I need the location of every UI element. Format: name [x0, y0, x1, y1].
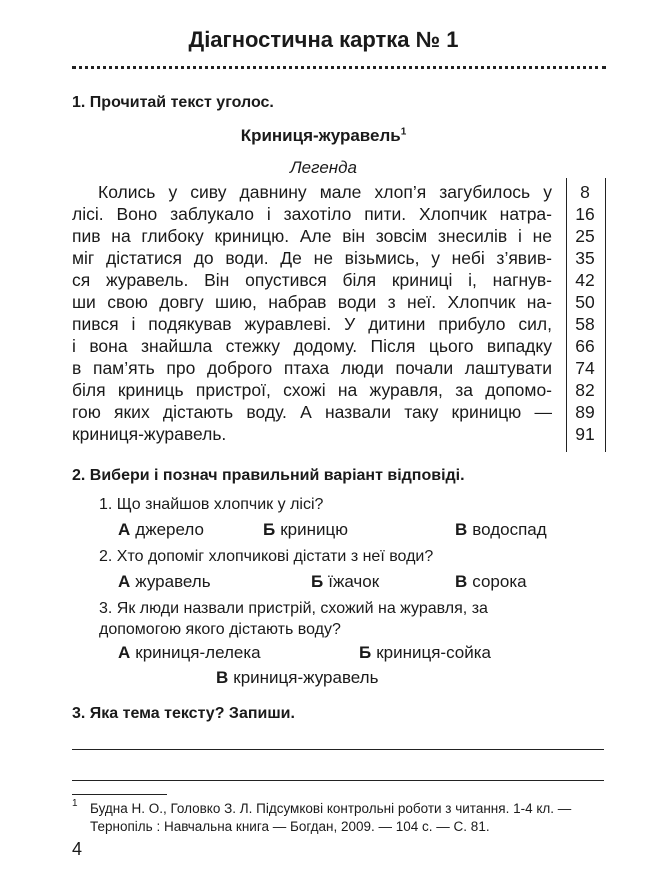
word-count: 25: [575, 226, 595, 246]
page-number: 4: [72, 839, 83, 859]
word-count: 91: [575, 424, 595, 444]
word-count: 66: [575, 336, 595, 356]
option-text: джерело: [135, 520, 204, 539]
option-letter: Б: [263, 520, 276, 539]
question-3: 3. Як люди назвали пристрій, схожий на журавля, за: [99, 600, 488, 617]
option-text: їжачок: [328, 572, 380, 591]
text-line: лісі. Воно заблукало і захотіло пити. Хлопчик натра-: [72, 204, 552, 224]
text-line: Колись у сиву давнину мале хлоп’я загубилось у: [98, 182, 552, 202]
word-count: 50: [575, 292, 595, 312]
word-count: 89: [575, 402, 595, 422]
footnote-divider: [72, 794, 167, 795]
text-line: біля криниць пристрої, схожі на журавля, за допомо-: [72, 380, 552, 400]
word-count: 58: [575, 314, 595, 334]
answer-option[interactable]: [455, 520, 547, 540]
task-2-heading: 2. Вибери і познач правильний варіант відповіді.: [72, 467, 465, 484]
story-title-text: Криниця-журавель: [240, 126, 401, 145]
answer-line[interactable]: [72, 749, 604, 750]
story-subtitle: Легенда: [290, 158, 357, 177]
answer-option[interactable]: [359, 643, 491, 663]
answer-option[interactable]: [263, 520, 348, 540]
option-letter: А: [118, 572, 131, 591]
answer-option[interactable]: [118, 572, 211, 592]
word-count: 35: [575, 248, 595, 268]
answer-line[interactable]: [72, 780, 604, 781]
text-line: ши свою довгу шию, набрав води з неї. Хлопчик на-: [72, 292, 552, 312]
footnote-text-continued: Тернопіль : Навчальна книга — Богдан, 2009. — 104 с. — С. 81.: [90, 819, 490, 834]
answer-option[interactable]: [455, 572, 527, 592]
text-line: пився і подякував журавлеві. У дитини прибуло сил,: [72, 314, 552, 334]
option-letter: В: [455, 520, 468, 539]
option-letter: А: [118, 520, 131, 539]
text-line: в пам’ять про доброго птаха люди почали лаштувати: [72, 358, 552, 378]
page-title: Діагностична картка № 1: [188, 27, 459, 52]
option-letter: А: [118, 643, 131, 662]
text-line: пив на глибоку криницю. Але він зовсім знесилів і не: [72, 226, 552, 246]
option-text: журавель: [135, 572, 211, 591]
option-text: криниця-сойка: [376, 643, 492, 662]
option-text: сорока: [472, 572, 527, 591]
text-line: криниця-журавель.: [72, 424, 227, 444]
answer-option[interactable]: [311, 572, 379, 592]
word-count: 74: [575, 358, 595, 378]
story-title: [0, 126, 647, 146]
word-count: 8: [580, 182, 590, 202]
task-3-heading: 3. Яка тема тексту? Запиши.: [72, 705, 295, 722]
footnote-text: Будна Н. О., Головко З. Л. Підсумкові контрольні роботи з читання. 1-4 кл. —: [90, 801, 572, 816]
option-letter: Б: [359, 643, 372, 662]
footnote-ref: 1: [400, 126, 407, 138]
option-letter: Б: [311, 572, 324, 591]
task-1-heading: 1. Прочитай текст уголос.: [72, 94, 274, 111]
footnote-mark: 1: [72, 798, 78, 809]
option-text: криниця-журавель: [233, 668, 379, 687]
option-text: криниця-лелека: [135, 643, 261, 662]
text-line: ся журавель. Він опустився біля криниці і, нагнув-: [72, 270, 552, 290]
word-count: 42: [575, 270, 595, 290]
question-2: 2. Хто допоміг хлопчикові дістати з неї води?: [99, 548, 434, 565]
text-line: міг дістатися до води. Де не візьмись, у небі з’явив-: [72, 248, 552, 268]
option-letter: В: [216, 668, 229, 687]
option-text: криницю: [280, 520, 348, 539]
word-count: 16: [575, 204, 595, 224]
question-1: 1. Що знайшов хлопчик у лісі?: [99, 496, 324, 513]
question-3-continued: допомогою якого дістають воду?: [99, 621, 341, 638]
answer-option[interactable]: [118, 643, 261, 663]
option-text: водоспад: [472, 520, 547, 539]
text-line: гою яких дістають воду. А назвали таку криницю —: [72, 402, 552, 422]
answer-option[interactable]: [216, 668, 378, 688]
option-letter: В: [455, 572, 468, 591]
dotted-divider: [72, 66, 606, 69]
word-count: 82: [575, 380, 595, 400]
answer-option[interactable]: [118, 520, 204, 540]
text-line: і вона знайшла стежку додому. Після цього випадку: [72, 336, 552, 356]
